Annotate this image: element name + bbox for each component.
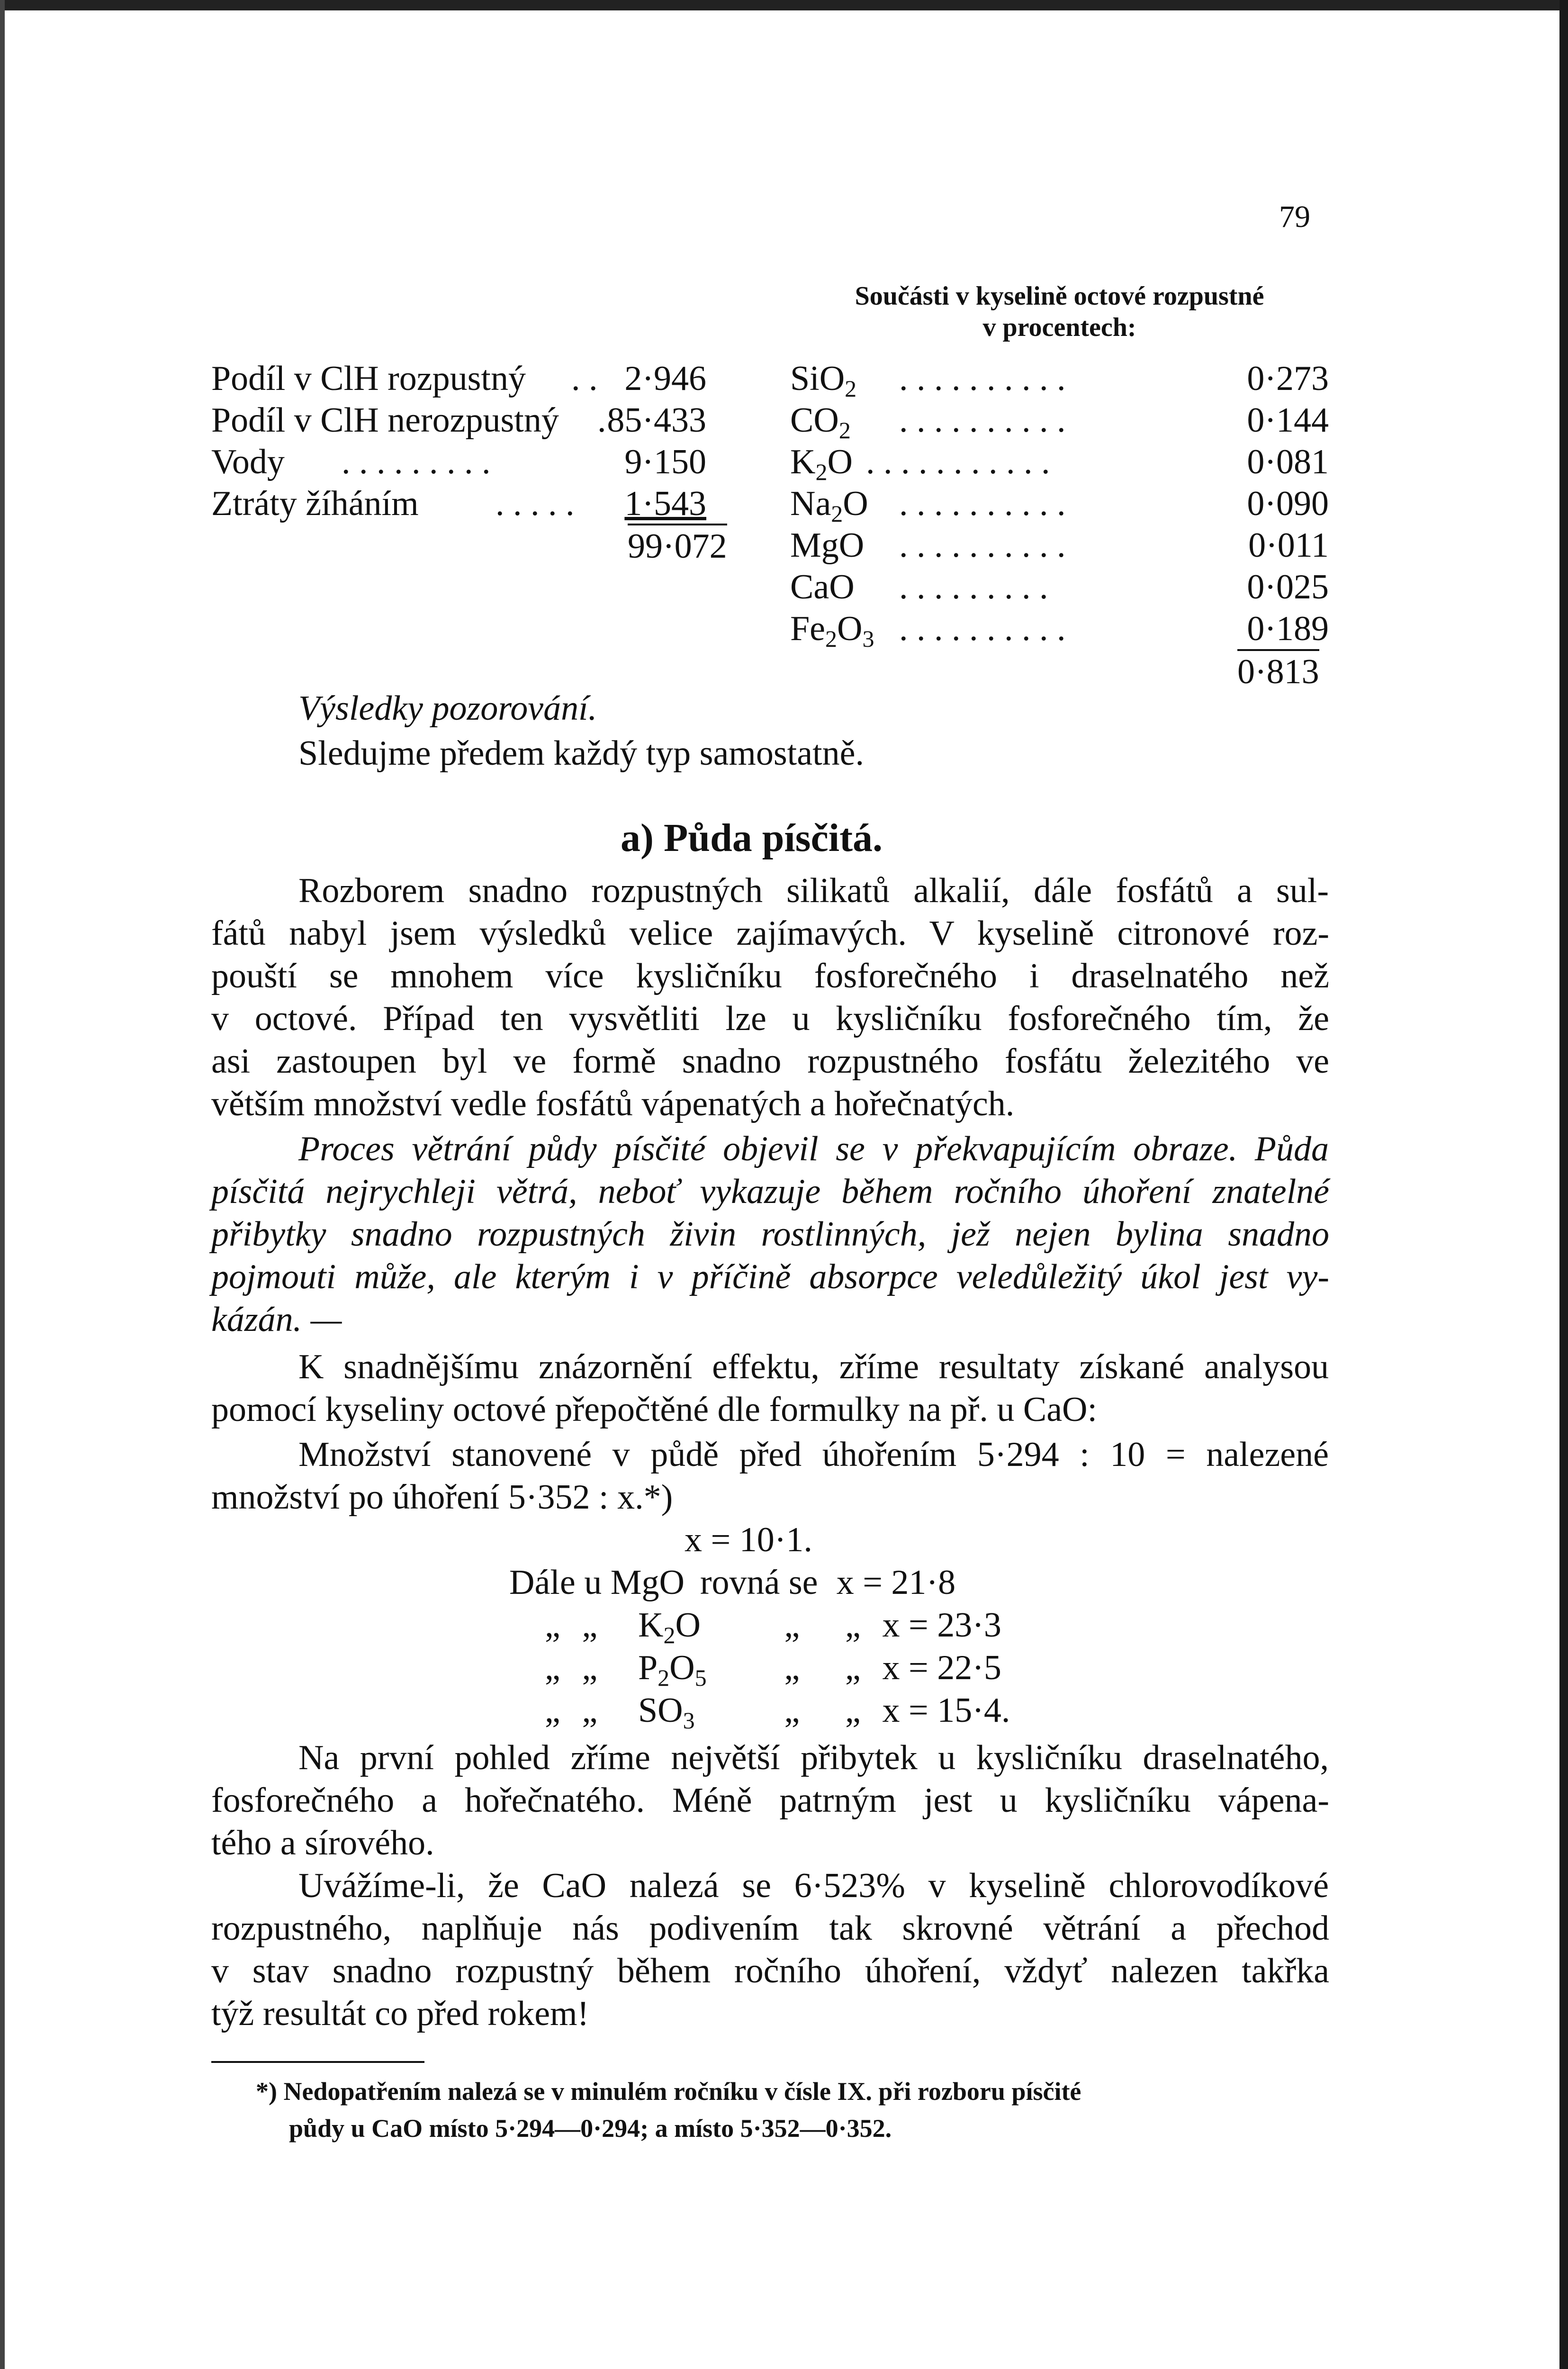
paragraph-line: rozpustného, naplňuje nás podivením tak skrovné větrání a přechod [211,1909,1329,1948]
equation-mgo: Dále u MgO rovná se x = 21·8 [509,1563,956,1602]
formula: CaO [790,568,855,606]
paragraph-line: K snadnějšímu znázornění effektu, zříme resultaty získané analysou [298,1347,1329,1386]
row-value: 0·090 [1247,484,1329,523]
table-row [211,483,706,524]
section-heading: a) Půda písčitá. [621,816,883,860]
leader-dots: . . . . . . . . . . [899,484,1066,523]
left-table-sum: 99·072 [628,524,727,567]
paragraph-line: asi zastoupen byl ve formě snadno rozpustného fosfátu železitého ve [211,1042,1329,1081]
paragraph-line: Proces větrání půdy písčité objevil se v překvapujícím obraze. Půda [298,1130,1329,1168]
paragraph-line: pomocí kyseliny octové přepočtěné dle formulky na př. u CaO: [211,1390,1098,1429]
row-value: 85·433 [607,401,706,440]
paragraph-line: týž resultát co před rokem! [211,1994,589,2033]
leader-dots: . . . . . . . . . [342,443,491,481]
row-value: 9·150 [624,443,706,481]
table-row [790,441,1329,483]
footnote-line: *) Nedopatřením nalezá se v minulém ročníku v čísle IX. při rozboru písčité [256,2077,1081,2106]
page-number: 79 [1279,199,1310,234]
row-value: 0·025 [1247,568,1329,606]
paragraph-line: přibytky snadno rozpustných živin rostlinných, jež nejen bylina snadno [211,1215,1329,1254]
leader-dots: . . . . . . . . . [899,568,1048,606]
left-analysis-table [211,358,706,524]
formula: $Fe_2O_3$ [790,609,874,652]
leader-dots: . . . . . . . . . . [899,609,1066,648]
scan-border-top [0,0,1568,10]
row-value: 0·011 [1248,526,1329,565]
paragraph-line: Uvážíme-li, že CaO nalezá se 6·523% v kyselině chlorovodíkové [298,1866,1329,1905]
row-label: Podíl v ClH rozpustný [211,359,526,398]
paragraph-line: fosforečného a hořečnatého. Méně patrným jest u kysličníku vápena- [211,1781,1329,1820]
footnote-rule [211,2061,424,2063]
row-label: Ztráty žíháním [211,484,419,523]
scan-border-left [0,0,5,2369]
row-value: 0·144 [1247,401,1329,440]
equation-so3: „ „ $SO_3$ „ „ x = 15·4. [545,1691,1010,1734]
leader-dots: . . . . . . . . . . . [866,443,1050,481]
formula: MgO [790,526,865,565]
table-row [211,358,706,399]
table-row [790,566,1329,608]
row-label: Vody [211,443,285,481]
heading-line: v procentech: [982,313,1136,342]
heading-line: Součásti v kyselině octové rozpustné [855,281,1264,311]
equation-p2o5: „ „ $P_2O_5$ „ „ x = 22·5 [545,1648,1001,1691]
paragraph-line: kázán. — [211,1300,342,1339]
row-label: Podíl v ClH nerozpustný [211,401,559,440]
footnote-line: půdy u CaO místo 5·294—0·294; a místo 5·352—0·352. [289,2114,892,2143]
right-analysis-table [790,358,1329,650]
footnote [256,2073,1329,2147]
table-row [790,399,1329,441]
paragraph-line: Množství stanovené v půdě před úhořením 5·294 : 10 = nalezené [298,1435,1329,1474]
paragraph-line: množství po úhoření 5·352 : x.*) [211,1478,673,1517]
leader-dots: . . . . . . . . . . [899,359,1066,398]
paragraph-line: pouští se mnohem více kysličníku fosforečného i draselnatého než [211,957,1329,995]
leader-dots: . . . . . [496,484,575,523]
scan-border-right [1559,0,1568,2369]
leader-dots: . . . . . . . . . . [899,526,1066,565]
formula: SiO$_2$ [790,359,857,402]
results-intro: Sledujme předem každý typ samostatně. [298,734,864,773]
table-row [211,441,706,483]
formula: $K_2O$ [790,443,853,485]
table-row [790,524,1329,566]
paragraph-line: větším množství vedle fosfátů vápenatých a hořečnatých. [211,1085,1015,1123]
leader-dots: . [597,401,606,440]
paragraph-line: tého a sírového. [211,1824,434,1863]
formula: $CO_2$ [790,401,851,443]
formula: $Na_2O$ [790,484,868,527]
table-row [790,483,1329,527]
equation-k2o: „ „ $K_2O$ „ „ x = 23·3 [545,1606,1001,1648]
row-value: 1·543 [624,484,706,523]
paragraph-line: pojmouti může, ale kterým i v příčině absorpce veledůležitý úkol jest vy- [211,1257,1329,1296]
table-row [790,358,1329,402]
right-table-sum: 0·813 [1237,649,1319,693]
paragraph-line: písčitá nejrychleji větrá, neboť vykazuje během ročního úhoření znatelné [211,1172,1329,1211]
row-value: 0·189 [1247,609,1329,648]
paragraph-line: v octové. Případ ten vysvětliti lze u kysličníku fosforečného tím, že [211,999,1329,1038]
leader-dots: . . [571,359,598,398]
right-table-heading [790,280,1329,343]
paragraph-line: fátů nabyl jsem výsledků velice zajímavých. V kyselině citronové roz- [211,914,1329,953]
table-row [790,608,1329,650]
row-value: 0·273 [1247,359,1329,398]
leader-dots: . . . . . . . . . . [899,401,1066,440]
paragraph-line: Na první pohled zříme největší přibytek u kysličníku draselnatého, [298,1738,1329,1777]
results-title: Výsledky pozorování. [298,689,597,728]
row-value: 2·946 [624,359,706,398]
row-value: 0·081 [1247,443,1329,481]
paragraph-line: v stav snadno rozpustný během ročního úhoření, vždyť nalezen takřka [211,1952,1329,1990]
table-row [211,399,706,441]
equation-main: x = 10·1. [685,1520,812,1559]
paragraph-line: Rozborem snadno rozpustných silikatů alkalií, dále fosfátů a sul- [298,871,1329,910]
